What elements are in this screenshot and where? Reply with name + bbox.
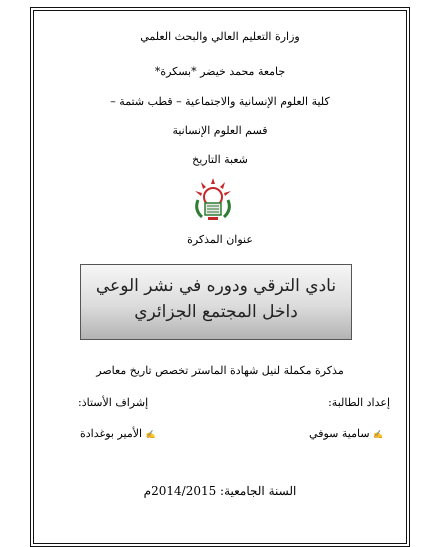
thesis-title-box (80, 264, 352, 340)
university-name: جامعة محمد خيضر *بسكرة* (154, 65, 286, 78)
supervisor-label: إشراف الأستاذ: (78, 396, 149, 409)
prepared-by-label: إعداد الطالبة: (328, 396, 390, 409)
thesis-title-line-2: داخل المجتمع الجزائري (134, 302, 298, 322)
supervisor-name-entry (80, 427, 156, 440)
thesis-title-label: عنوان المذكرة (187, 233, 253, 246)
student-name: سامية سوفي (309, 427, 370, 440)
faculty-name: كلية العلوم الإنسانية والاجتماعية – قطب شتمة – (110, 95, 330, 108)
degree-statement: مذكرة مكملة لنيل شهادة الماستر تخصص تاريخ معاصر (96, 364, 344, 377)
thesis-title-line-1: نادي الترقي ودوره في نشر الوعي (95, 276, 337, 296)
department-name: قسم العلوم الإنسانية (172, 124, 268, 137)
branch-name: شعبة التاريخ (192, 153, 248, 166)
ministry-name: وزارة التعليم العالي والبحث العلمي (140, 30, 300, 43)
student-name-entry (309, 427, 383, 440)
writing-hand-icon: ✍ (373, 430, 383, 439)
supervisor-name: الأمير بوغدادة (80, 427, 143, 440)
academic-year: السنة الجامعية: 2014/2015م (143, 484, 297, 498)
university-logo (191, 176, 235, 222)
writing-hand-icon: ✍ (145, 430, 156, 439)
